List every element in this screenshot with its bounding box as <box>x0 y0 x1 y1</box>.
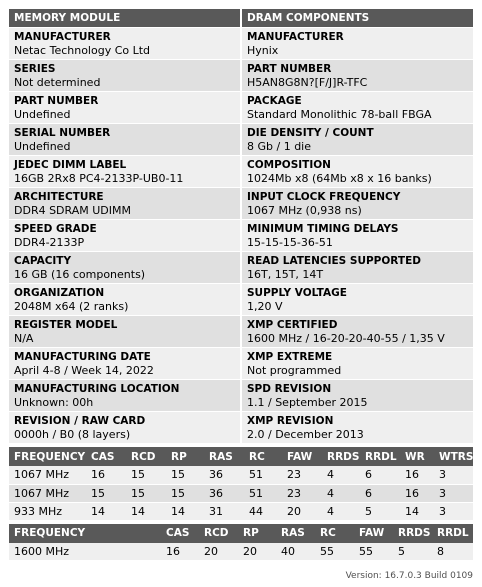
field-label: PACKAGE <box>247 95 302 107</box>
table-cell: 1067 MHz <box>9 466 87 484</box>
info-field <box>9 92 240 124</box>
field-label: SUPPLY VOLTAGE <box>247 287 347 299</box>
info-field <box>242 412 473 444</box>
jedec-column-header: RCD <box>127 447 167 466</box>
field-value: H5AN8G8N?[F/J]R-TFC <box>247 76 368 89</box>
field-value: Netac Technology Co Ltd <box>14 44 151 57</box>
xmp-column-header: FAW <box>355 524 394 543</box>
xmp-column-header: RRDS <box>394 524 433 543</box>
field-value: 1.1 / September 2015 <box>247 396 368 409</box>
dram-components-section <box>242 9 473 444</box>
memory-module-section <box>9 9 240 444</box>
jedec-column-header: RP <box>167 447 205 466</box>
field-value: 16GB 2Rx8 PC4-2133P-UB0-11 <box>14 172 184 185</box>
table-cell: 4 <box>323 502 361 520</box>
info-field <box>242 220 473 252</box>
table-cell: 3 <box>435 484 473 502</box>
xmp-header-row <box>9 524 473 543</box>
table-cell: 23 <box>283 484 323 502</box>
field-label: XMP EXTREME <box>247 351 333 363</box>
table-row <box>9 543 473 561</box>
table-cell: 15 <box>167 466 205 484</box>
info-field <box>242 92 473 124</box>
table-cell: 16 <box>87 466 127 484</box>
field-value: 1024Mb x8 (64Mb x8 x 16 banks) <box>247 172 432 185</box>
table-cell: 40 <box>277 543 316 561</box>
info-field <box>9 252 240 284</box>
field-value: 8 Gb / 1 die <box>247 140 312 153</box>
table-cell: 6 <box>361 484 401 502</box>
info-field <box>9 316 240 348</box>
jedec-column-header: FREQUENCY <box>9 447 87 466</box>
info-field <box>242 156 473 188</box>
field-value: 1,20 V <box>247 300 283 313</box>
field-value: DDR4 SDRAM UDIMM <box>14 204 131 217</box>
field-label: JEDEC DIMM LABEL <box>14 159 127 171</box>
info-columns <box>9 9 473 444</box>
table-cell: 5 <box>361 502 401 520</box>
table-cell: 933 MHz <box>9 502 87 520</box>
table-cell: 20 <box>239 543 277 561</box>
table-cell: 14 <box>127 502 167 520</box>
field-label: MANUFACTURER <box>14 31 111 43</box>
table-cell: 14 <box>87 502 127 520</box>
field-label: PART NUMBER <box>14 95 99 107</box>
table-cell: 16 <box>162 543 200 561</box>
info-field <box>242 188 473 220</box>
field-value: 1067 MHz (0,938 ns) <box>247 204 362 217</box>
info-field <box>9 156 240 188</box>
field-label: XMP CERTIFIED <box>247 319 338 331</box>
table-cell: 36 <box>205 484 245 502</box>
xmp-column-header: CAS <box>162 524 200 543</box>
spd-report <box>9 9 473 561</box>
table-row <box>9 502 473 520</box>
table-row <box>9 466 473 484</box>
table-cell: 14 <box>401 502 435 520</box>
info-field <box>242 124 473 156</box>
xmp-column-header: FREQUENCY <box>9 524 162 543</box>
info-field <box>9 28 240 60</box>
jedec-timings-table <box>9 447 473 521</box>
table-cell: 15 <box>167 484 205 502</box>
field-label: XMP REVISION <box>247 415 334 427</box>
table-cell: 23 <box>283 466 323 484</box>
info-field <box>9 60 240 92</box>
xmp-column-header: RRDL <box>433 524 473 543</box>
field-value: Undefined <box>14 140 71 153</box>
table-cell: 4 <box>323 484 361 502</box>
info-field <box>9 284 240 316</box>
version-label: Version: 16.7.0.3 Build 0109 <box>345 571 473 581</box>
table-cell: 31 <box>205 502 245 520</box>
table-cell: 36 <box>205 466 245 484</box>
jedec-column-header: RAS <box>205 447 245 466</box>
table-cell: 16 <box>401 484 435 502</box>
field-value: N/A <box>14 332 34 345</box>
info-field <box>9 124 240 156</box>
table-row <box>9 484 473 502</box>
xmp-timings-table <box>9 524 473 562</box>
dram-components-header: DRAM COMPONENTS <box>242 9 473 28</box>
jedec-column-header: WTRS <box>435 447 473 466</box>
table-cell: 6 <box>361 466 401 484</box>
table-cell: 20 <box>283 502 323 520</box>
field-value: 15-15-15-36-51 <box>247 236 333 249</box>
table-cell: 14 <box>167 502 205 520</box>
field-value: Not determined <box>14 76 101 89</box>
field-label: SERIES <box>14 63 56 75</box>
field-value: 2.0 / December 2013 <box>247 428 364 441</box>
memory-module-header: MEMORY MODULE <box>9 9 240 28</box>
field-label: SPEED GRADE <box>14 223 97 235</box>
field-label: REGISTER MODEL <box>14 319 118 331</box>
table-cell: 15 <box>127 484 167 502</box>
table-cell: 16 <box>401 466 435 484</box>
xmp-column-header: RP <box>239 524 277 543</box>
table-cell: 15 <box>127 466 167 484</box>
field-label: INPUT CLOCK FREQUENCY <box>247 191 401 203</box>
field-value: 16T, 15T, 14T <box>247 268 324 281</box>
info-field <box>9 188 240 220</box>
table-cell: 8 <box>433 543 473 561</box>
field-label: SERIAL NUMBER <box>14 127 111 139</box>
info-field <box>242 60 473 92</box>
table-cell: 51 <box>245 466 283 484</box>
jedec-column-header: FAW <box>283 447 323 466</box>
info-field <box>9 412 240 444</box>
info-field <box>9 348 240 380</box>
table-cell: 55 <box>316 543 355 561</box>
field-label: SPD REVISION <box>247 383 332 395</box>
table-cell: 3 <box>435 502 473 520</box>
field-label: MANUFACTURING DATE <box>14 351 151 363</box>
table-cell: 5 <box>394 543 433 561</box>
field-label: PART NUMBER <box>247 63 332 75</box>
field-label: MINIMUM TIMING DELAYS <box>247 223 399 235</box>
table-cell: 4 <box>323 466 361 484</box>
field-value: DDR4-2133P <box>14 236 85 249</box>
field-value: 0000h / B0 (8 layers) <box>14 428 131 441</box>
table-cell: 20 <box>200 543 239 561</box>
info-field <box>242 348 473 380</box>
table-cell: 1067 MHz <box>9 484 87 502</box>
field-label: ARCHITECTURE <box>14 191 104 203</box>
jedec-column-header: CAS <box>87 447 127 466</box>
jedec-column-header: WR <box>401 447 435 466</box>
field-value: 16 GB (16 components) <box>14 268 146 281</box>
info-field <box>242 380 473 412</box>
field-value: Undefined <box>14 108 71 121</box>
field-value: 2048M x64 (2 ranks) <box>14 300 129 313</box>
field-label: READ LATENCIES SUPPORTED <box>247 255 421 267</box>
info-field <box>242 28 473 60</box>
field-value: Not programmed <box>247 364 342 377</box>
table-cell: 55 <box>355 543 394 561</box>
jedec-column-header: RRDL <box>361 447 401 466</box>
field-value: Hynix <box>247 44 279 57</box>
info-field <box>242 316 473 348</box>
field-label: CAPACITY <box>14 255 72 267</box>
jedec-header-row <box>9 447 473 466</box>
field-value: Standard Monolithic 78-ball FBGA <box>247 108 432 121</box>
field-label: ORGANIZATION <box>14 287 105 299</box>
xmp-column-header: RCD <box>200 524 239 543</box>
jedec-column-header: RRDS <box>323 447 361 466</box>
table-cell: 3 <box>435 466 473 484</box>
field-value: Unknown: 00h <box>14 396 94 409</box>
jedec-column-header: RC <box>245 447 283 466</box>
field-value: April 4-8 / Week 14, 2022 <box>14 364 154 377</box>
field-label: COMPOSITION <box>247 159 331 171</box>
field-value: 1600 MHz / 16-20-20-40-55 / 1,35 V <box>247 332 445 345</box>
xmp-column-header: RAS <box>277 524 316 543</box>
table-cell: 44 <box>245 502 283 520</box>
info-field <box>242 252 473 284</box>
xmp-column-header: RC <box>316 524 355 543</box>
table-cell: 15 <box>87 484 127 502</box>
field-label: DIE DENSITY / COUNT <box>247 127 374 139</box>
info-field <box>242 284 473 316</box>
field-label: REVISION / RAW CARD <box>14 415 146 427</box>
info-field <box>9 380 240 412</box>
field-label: MANUFACTURER <box>247 31 344 43</box>
table-cell: 51 <box>245 484 283 502</box>
table-cell: 1600 MHz <box>9 543 162 561</box>
field-label: MANUFACTURING LOCATION <box>14 383 180 395</box>
info-field <box>9 220 240 252</box>
